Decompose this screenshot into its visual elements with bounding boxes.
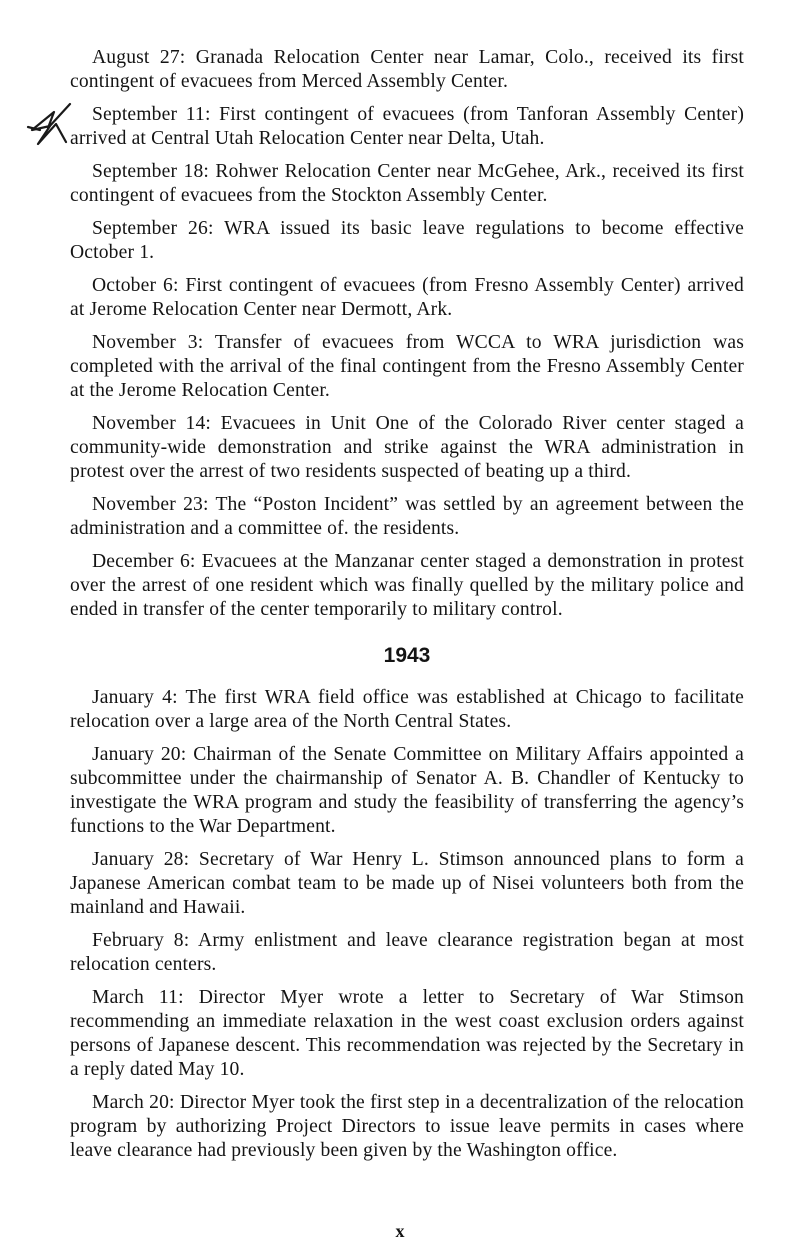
timeline-entry: November 3: Transfer of evacuees from WCCA to WRA jurisdiction was completed with the arrival of the final contingent from the Fresno Assembly Center at the Jerome Relocation Center.	[70, 332, 744, 401]
timeline-entry: November 14: Evacuees in Unit One of the Colorado River center staged a community-wide demonstration and strike against the WRA administration in protest over the arrest of two residents suspected of beating up a third.	[70, 413, 744, 482]
timeline-entry: December 6: Evacuees at the Manzanar center staged a demonstration in protest over the arrest of one resident which was finally quelled by the military police and ended in transfer of the center temporarily to military control.	[70, 551, 744, 620]
timeline-entry: November 23: The “Poston Incident” was settled by an agreement between the administration and a committee of. the residents.	[70, 494, 744, 539]
timeline-entry: March 11: Director Myer wrote a letter to Secretary of War Stimson recommending an immediate relaxation in the west coast exclusion orders against persons of Japanese descent. This recommendation was rejected by the Secretary in a reply dated May 10.	[70, 987, 744, 1080]
timeline-entry: August 27: Granada Relocation Center near Lamar, Colo., received its first contingent of evacuees from Merced Assembly Center.	[70, 47, 744, 92]
entries-1943	[70, 686, 744, 1163]
timeline-entry: January 4: The first WRA field office was established at Chicago to facilitate relocation over a large area of the North Central States.	[70, 687, 744, 732]
timeline-entry: October 6: First contingent of evacuees (from Fresno Assembly Center) arrived at Jerome Relocation Center near Dermott, Ark.	[70, 275, 744, 320]
year-heading: 1943	[383, 644, 431, 667]
page-number: x	[395, 1221, 405, 1241]
timeline-entry: March 20: Director Myer took the first step in a decentralization of the relocation program by authorizing Project Directors to issue leave permits in cases where leave clearance had previously been given by the Washington office.	[70, 1092, 744, 1161]
timeline-entry: January 20: Chairman of the Senate Committee on Military Affairs appointed a subcommittee under the chairmanship of Senator A. B. Chandler of Kentucky to investigate the WRA program and study the feasibility of transferring the agency’s functions to the War Department.	[70, 744, 744, 837]
star-icon	[26, 100, 76, 148]
timeline-entry: January 28: Secretary of War Henry L. Stimson announced plans to form a Japanese American combat team to be made up of Nisei volunteers both from the mainland and Hawaii.	[70, 849, 744, 918]
timeline-entry: September 26: WRA issued its basic leave regulations to become effective October 1.	[70, 218, 744, 263]
timeline-entry: September 18: Rohwer Relocation Center near McGehee, Ark., received its first contingent of evacuees from the Stockton Assembly Center.	[70, 161, 744, 206]
entries-1942	[70, 46, 744, 622]
timeline-entry: September 11: First contingent of evacuees (from Tanforan Assembly Center) arrived at Central Utah Relocation Center near Delta, Utah.	[70, 104, 744, 149]
document-page	[70, 46, 744, 1172]
timeline-entry: February 8: Army enlistment and leave clearance registration began at most relocation centers.	[70, 930, 744, 975]
